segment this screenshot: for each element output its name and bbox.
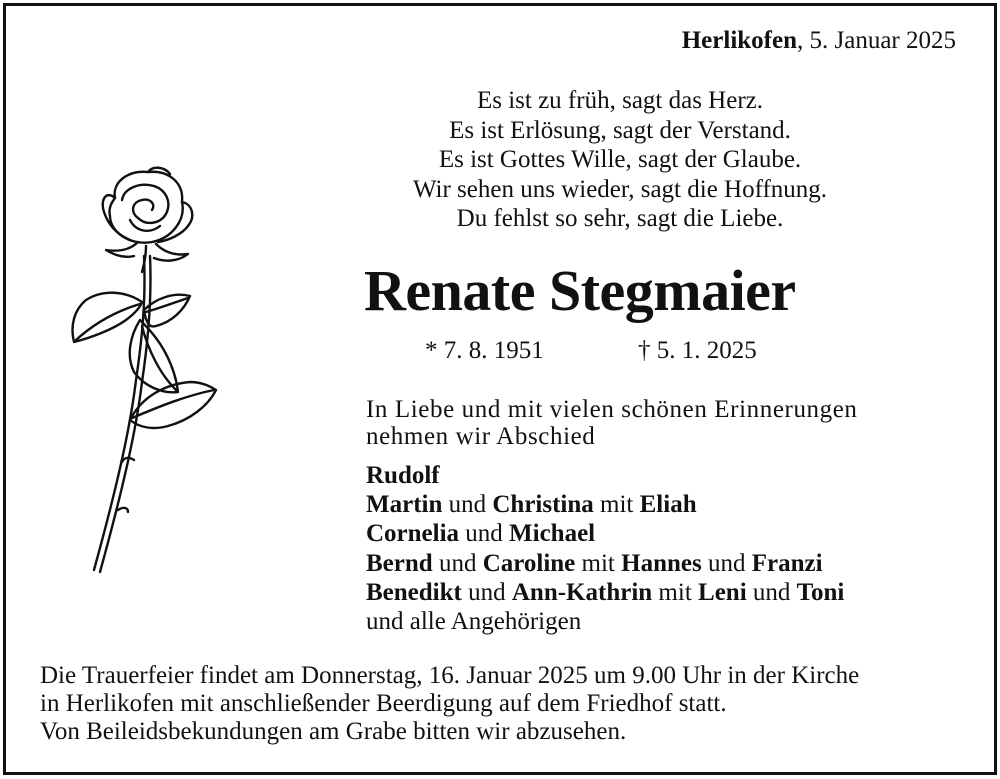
connector: und xyxy=(701,549,752,577)
family-line xyxy=(366,490,844,519)
family-member: Martin xyxy=(366,491,443,519)
connector: und xyxy=(432,549,483,577)
place-date xyxy=(682,26,956,56)
family-member: Benedikt xyxy=(366,578,462,606)
family-member: Franzi xyxy=(751,549,823,577)
family-line xyxy=(366,578,844,607)
deceased-name: Renate Stegmaier xyxy=(364,258,796,323)
poem xyxy=(340,86,900,234)
family-member: Rudolf xyxy=(366,462,440,489)
family-member: Christina xyxy=(492,491,594,519)
ceremony-line: in Herlikofen mit anschließender Beerdigung auf dem Friedhof statt. xyxy=(40,690,727,717)
family-member: Bernd xyxy=(366,549,433,577)
connector: und xyxy=(461,578,512,606)
rose-icon xyxy=(60,160,230,580)
date: , 5. Januar 2025 xyxy=(797,27,956,54)
family-member: Ann-Kathrin xyxy=(511,578,653,606)
death-date: † 5. 1. 2025 xyxy=(638,337,757,364)
birth-date: * 7. 8. 1951 xyxy=(425,337,544,364)
family-member: Toni xyxy=(796,578,845,606)
ceremony-line: Von Beileidsbekundungen am Grabe bitten wir abzusehen. xyxy=(40,718,627,745)
ceremony-info xyxy=(40,662,859,746)
connector: und xyxy=(459,520,510,548)
poem-line: Es ist zu früh, sagt das Herz. xyxy=(476,87,764,114)
family-member: Eliah xyxy=(639,491,697,519)
farewell-intro xyxy=(366,396,858,450)
connector: mit xyxy=(652,578,699,606)
connector: mit xyxy=(575,549,622,577)
intro-line: nehmen wir Abschied xyxy=(366,423,596,450)
poem-line: Es ist Gottes Wille, sagt der Glaube. xyxy=(438,146,802,173)
connector: und xyxy=(746,578,797,606)
family-member: Leni xyxy=(698,578,747,606)
ceremony-line: Die Trauerfeier findet am Donnerstag, 16. Januar 2025 um 9.00 Uhr in der Kirche xyxy=(40,662,860,689)
family-line xyxy=(366,549,844,578)
family-line xyxy=(366,519,844,548)
poem-line: Es ist Erlösung, sagt der Verstand. xyxy=(449,116,791,144)
connector: und xyxy=(442,491,493,519)
poem-line: Wir sehen uns wieder, sagt die Hoffnung. xyxy=(412,175,828,203)
place: Herlikofen xyxy=(681,27,797,54)
family-line xyxy=(366,461,844,490)
family-member: Hannes xyxy=(621,549,702,577)
family-member: Cornelia xyxy=(366,520,460,548)
family-member: Caroline xyxy=(482,549,576,577)
family-list xyxy=(366,461,844,636)
poem-line: Du fehlst so sehr, sagt die Liebe. xyxy=(456,205,784,232)
family-member: Michael xyxy=(509,520,596,548)
family-line: und alle Angehörigen xyxy=(366,608,582,636)
intro-line: In Liebe und mit vielen schönen Erinnerungen xyxy=(366,396,858,423)
connector: mit xyxy=(593,491,640,519)
